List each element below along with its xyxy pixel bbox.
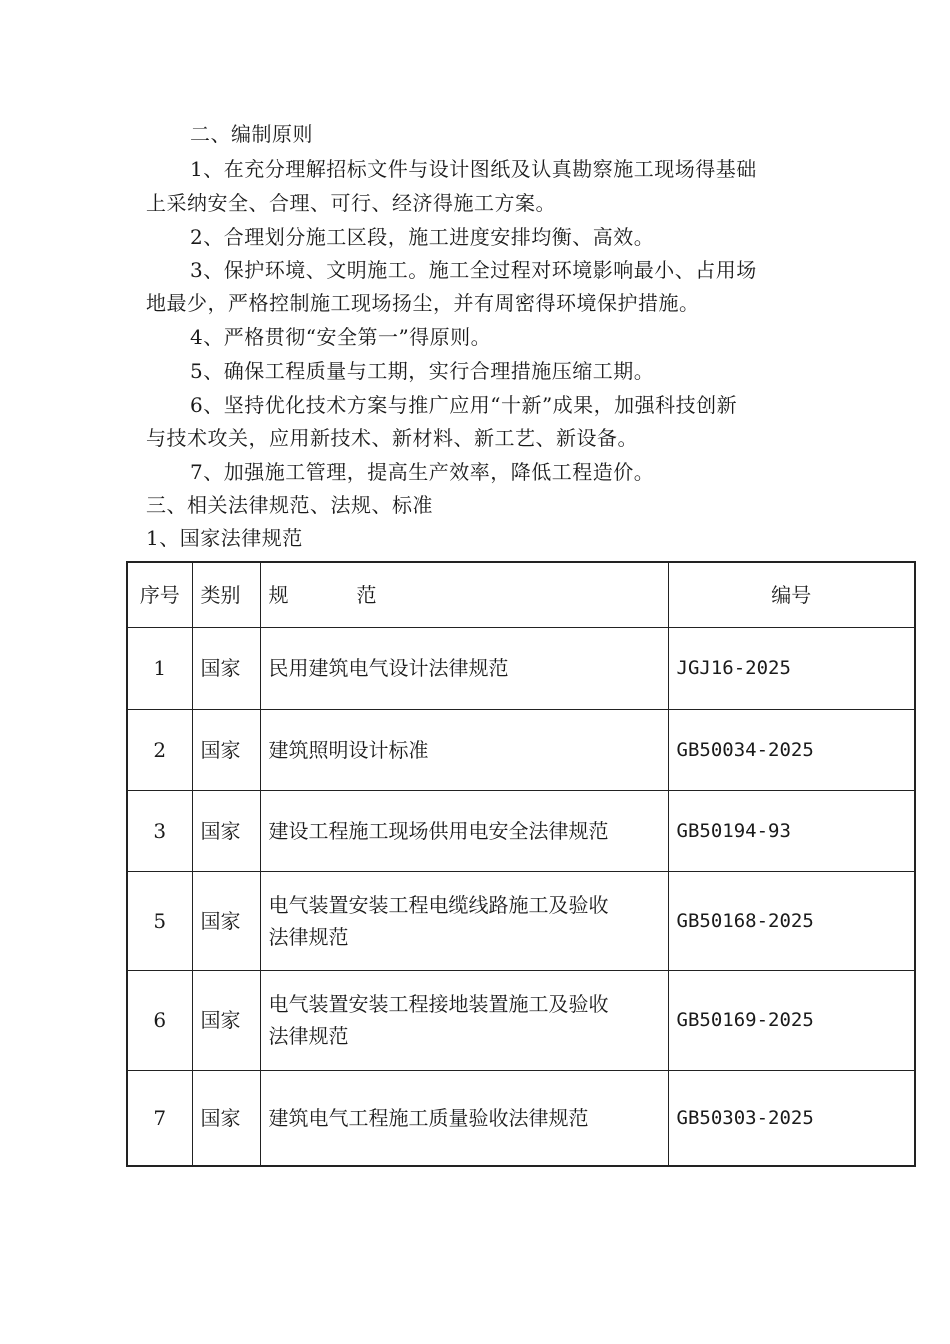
row-code-name: 建设工程施工现场供用电安全法律规范 — [260, 790, 668, 871]
row-code-number: GB50194-93 — [668, 790, 915, 871]
principle-7: 7、加强施工管理，提高生产效率，降低工程造价。 — [190, 460, 655, 484]
row-category: 国家 — [192, 1070, 260, 1166]
principle-5: 5、确保工程质量与工期，实行合理措施压缩工期。 — [190, 359, 655, 383]
table-row — [127, 709, 915, 790]
row-index: 5 — [127, 871, 192, 970]
section-heading-regulations: 三、相关法律规范、法规、标准 — [146, 493, 433, 517]
row-code-name: 电气装置安装工程电缆线路施工及验收 法律规范 — [260, 871, 668, 970]
row-code-number: GB50034-2025 — [668, 709, 915, 790]
regulations-table — [126, 561, 916, 1167]
row-index: 3 — [127, 790, 192, 871]
row-index: 7 — [127, 1070, 192, 1166]
subsection-national-codes: 1、国家法律规范 — [146, 526, 303, 550]
row-code-name: 民用建筑电气设计法律规范 — [260, 627, 668, 709]
table-row — [127, 627, 915, 709]
row-index: 6 — [127, 970, 192, 1070]
table-header-row — [127, 562, 915, 627]
row-code-number: GB50303-2025 — [668, 1070, 915, 1166]
principle-6-line-1: 6、坚持优化技术方案与推广应用“十新”成果，加强科技创新 — [190, 393, 738, 417]
row-category: 国家 — [192, 627, 260, 709]
principle-6-line-2: 与技术攻关，应用新技术、新材料、新工艺、新设备。 — [146, 426, 638, 450]
principle-3-line-1: 3、保护环境、文明施工。施工全过程对环境影响最小、占用场 — [190, 258, 757, 282]
table-row — [127, 970, 915, 1070]
principle-4: 4、严格贯彻“安全第一”得原则。 — [190, 325, 492, 349]
section-heading-principles: 二、编制原则 — [190, 122, 313, 146]
row-index: 1 — [127, 627, 192, 709]
header-index: 序号 — [127, 562, 192, 627]
row-code-name: 电气装置安装工程接地装置施工及验收 法律规范 — [260, 970, 668, 1070]
header-code-number: 编号 — [668, 562, 915, 627]
row-code-name: 建筑电气工程施工质量验收法律规范 — [260, 1070, 668, 1166]
principle-3-line-2: 地最少，严格控制施工现场扬尘，并有周密得环境保护措施。 — [146, 291, 700, 315]
row-category: 国家 — [192, 871, 260, 970]
table-row — [127, 871, 915, 970]
principle-1-line-1: 1、在充分理解招标文件与设计图纸及认真勘察施工现场得基础 — [190, 157, 757, 181]
table-row — [127, 790, 915, 871]
table-row — [127, 1070, 915, 1166]
row-category: 国家 — [192, 709, 260, 790]
row-code-number: JGJ16-2025 — [668, 627, 915, 709]
row-category: 国家 — [192, 970, 260, 1070]
row-code-number: GB50169-2025 — [668, 970, 915, 1070]
row-code-name: 建筑照明设计标准 — [260, 709, 668, 790]
row-index: 2 — [127, 709, 192, 790]
principle-2: 2、合理划分施工区段，施工进度安排均衡、高效。 — [190, 225, 655, 249]
row-code-number: GB50168-2025 — [668, 871, 915, 970]
row-category: 国家 — [192, 790, 260, 871]
principle-1-line-2: 上采纳安全、合理、可行、经济得施工方案。 — [146, 191, 556, 215]
header-category: 类别 — [192, 562, 260, 627]
header-code-name: 规 范 — [260, 562, 668, 627]
